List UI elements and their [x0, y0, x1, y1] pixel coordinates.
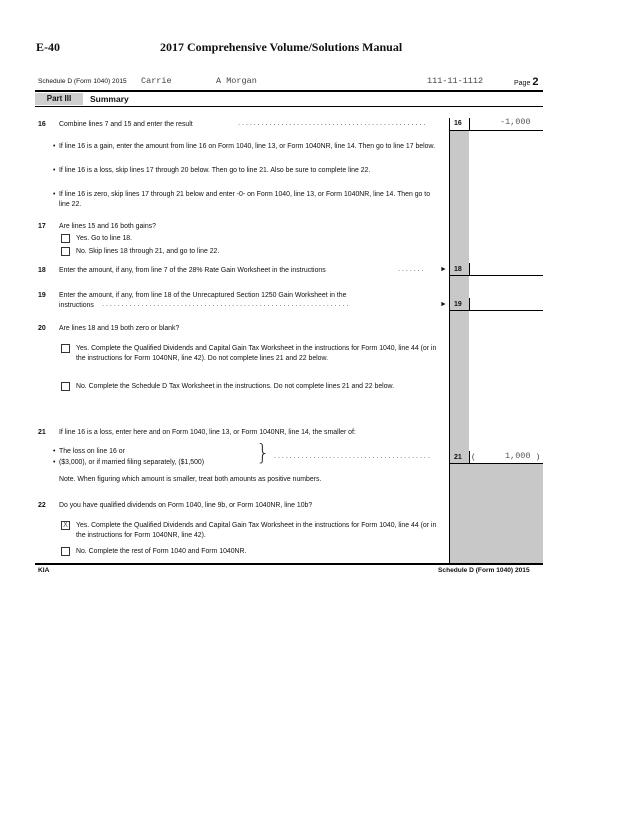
page-label: E-40: [36, 40, 60, 54]
shaded-amount-area: [469, 463, 543, 563]
footer-form-id: Schedule D (Form 1040) 2015: [438, 567, 530, 574]
rule-18: [449, 275, 543, 276]
rule-21: [449, 463, 543, 464]
divider-18: [469, 263, 470, 275]
last-name-field[interactable]: A Morgan: [216, 76, 257, 86]
line-22-yes-checkbox[interactable]: X: [61, 521, 70, 530]
shaded-column: [449, 130, 469, 563]
line-19-number: 19: [38, 292, 46, 299]
leader-dots: ...............................................................: [102, 301, 351, 308]
page-number: Page 2: [514, 76, 539, 88]
line-18-number: 18: [38, 267, 46, 274]
rule-16: [449, 130, 543, 131]
leader-dots: .......: [398, 266, 426, 273]
line-22-text: Do you have qualified dividends on Form 1040, line 9b, or Form 1040NR, line 10b?: [59, 502, 313, 509]
arrow-icon: ►: [440, 266, 447, 273]
column-divider: [449, 118, 450, 563]
divider-19: [469, 298, 470, 310]
line-22-no-label: No. Complete the rest of Form 1040 and Form 1040NR.: [76, 548, 247, 555]
line-17-yes-checkbox[interactable]: [61, 234, 70, 243]
line-21-number: 21: [38, 429, 46, 436]
rule-19: [449, 310, 543, 311]
footer-rule: [35, 563, 543, 565]
leader-dots: ........................................: [274, 453, 432, 460]
line-20-no-checkbox[interactable]: [61, 382, 70, 391]
line-21-amount-field[interactable]: 1,000: [505, 451, 531, 461]
line-17-no-label: No. Skip lines 18 through 21, and go to line 22.: [76, 248, 220, 255]
line-16-text: Combine lines 7 and 15 and enter the result: [59, 121, 193, 128]
line-20-yes-checkbox[interactable]: [61, 344, 70, 353]
schedule-id: Schedule D (Form 1040) 2015: [38, 78, 127, 85]
leader-dots: ................................................: [238, 120, 428, 127]
line-21-paren-open: (: [472, 454, 475, 461]
footer-kia: KIA: [38, 567, 50, 574]
page-title: 2017 Comprehensive Volume/Solutions Manual: [160, 40, 403, 54]
line-17-text: Are lines 15 and 16 both gains?: [59, 223, 156, 230]
line-22-number: 22: [38, 502, 46, 509]
part-rule: [35, 106, 543, 107]
ssn-field[interactable]: 111-11-1112: [427, 76, 484, 86]
line-22-no-checkbox[interactable]: [61, 547, 70, 556]
part-title: Summary: [90, 94, 129, 104]
line-21-text: If line 16 is a loss, enter here and on Form 1040, line 13, or Form 1040NR, line 14, the smaller of:: [59, 429, 356, 436]
line-16-box-label: 16: [454, 120, 462, 127]
first-name-field[interactable]: Carrie: [141, 76, 172, 86]
divider-21: [469, 451, 470, 463]
line-16-bullet-zero: • If line 16 is zero, skip lines 17 through 21 below and enter -0- on Form 1040, line 13, or Form 1040NR, line 14. Then go to line 22.: [59, 190, 439, 209]
line-19-text: Enter the amount, if any, from line 18 of the Unrecaptured Section 1250 Gain Worksheet in the: [59, 292, 347, 299]
line-20-yes-label: Yes. Complete the Qualified Dividends and Capital Gain Tax Worksheet in the instructions for Form 1040, line 44 (or in the instructions for Form 1040NR, line 42). Do not complete lines 21 and 22 below.: [76, 345, 437, 362]
line-19-text-cont: instructions: [59, 302, 94, 309]
line-20-no-label: No. Complete the Schedule D Tax Worksheet in the instructions. Do not complete lines 21 and 22 below.: [76, 383, 395, 390]
line-19-box-label: 19: [454, 301, 462, 308]
line-17-number: 17: [38, 223, 46, 230]
header-rule: [35, 90, 543, 92]
line-17-yes-label: Yes. Go to line 18.: [76, 235, 133, 242]
line-22-yes-label: Yes. Complete the Qualified Dividends and Capital Gain Tax Worksheet in the instructions for Form 1040, line 44 (or in the instructions for Form 1040NR, line 42).: [76, 522, 437, 539]
line-17-no-checkbox[interactable]: [61, 247, 70, 256]
line-21-bullet-loss: • The loss on line 16 or: [59, 447, 259, 457]
line-16-number: 16: [38, 121, 46, 128]
part-label: Part III: [35, 93, 83, 105]
line-16-amount-field[interactable]: -1,000: [500, 117, 531, 127]
line-18-text: Enter the amount, if any, from line 7 of the 28% Rate Gain Worksheet in the instructions: [59, 267, 326, 274]
line-21-bullet-limit: • ($3,000), or if married filing separately, ($1,500): [59, 458, 259, 468]
line-20-number: 20: [38, 325, 46, 332]
line-21-box-label: 21: [454, 454, 462, 461]
line-16-bullet-gain: • If line 16 is a gain, enter the amount from line 16 on Form 1040, line 13, or Form 1040NR, line 14. Then go to line 17 below.: [59, 142, 439, 152]
divider-16: [469, 118, 470, 130]
line-21-paren-close: ): [537, 454, 540, 461]
brace-icon: }: [256, 441, 270, 466]
line-18-box-label: 18: [454, 266, 462, 273]
arrow-icon: ►: [440, 301, 447, 308]
line-21-note: Note. When figuring which amount is smaller, treat both amounts as positive numbers.: [59, 476, 322, 483]
line-20-text: Are lines 18 and 19 both zero or blank?: [59, 325, 180, 332]
line-16-bullet-loss: • If line 16 is a loss, skip lines 17 through 20 below. Then go to line 21. Also be sure to complete line 22.: [59, 166, 439, 176]
